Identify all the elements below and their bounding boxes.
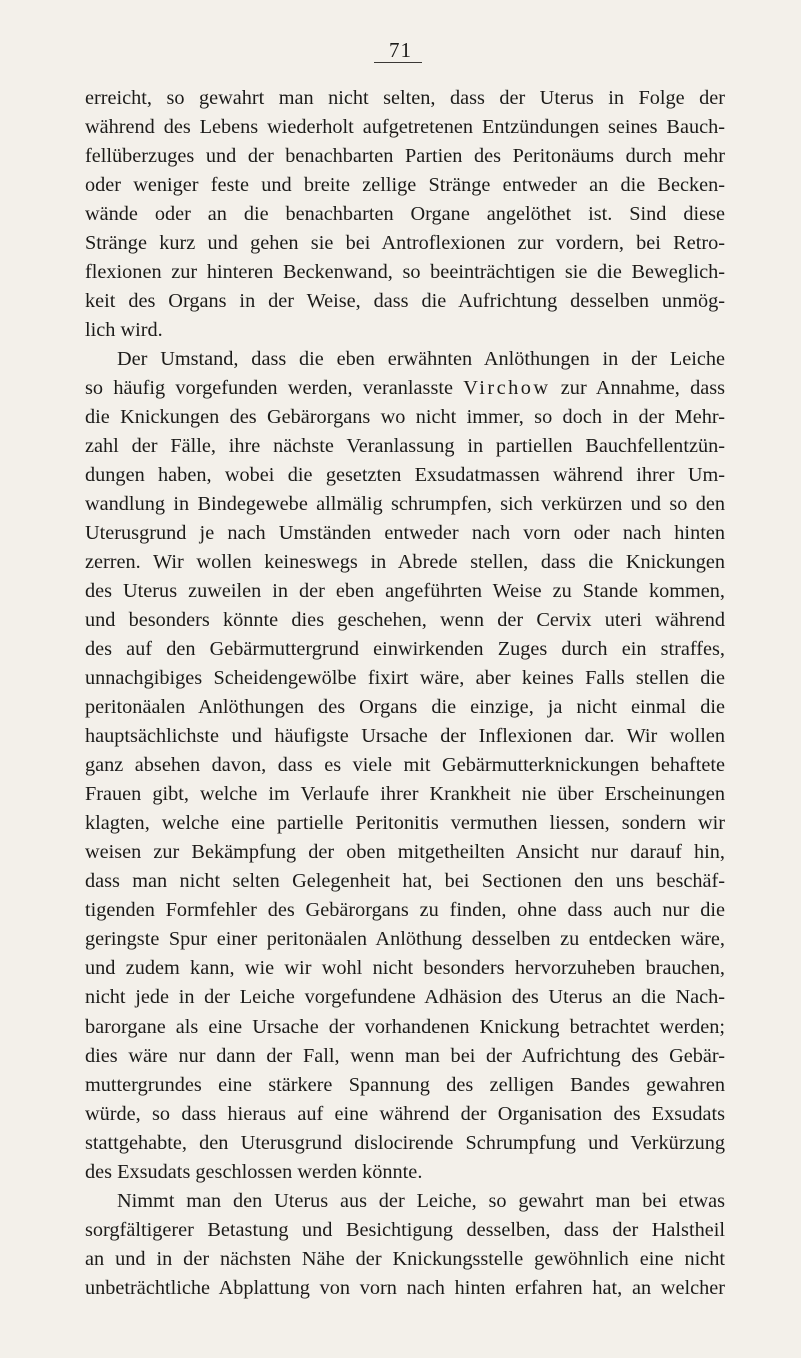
- body-text: [85, 84, 725, 1303]
- text-line: Frauen gibt, welche im Verlaufe ihrer Krankheit nie über Erscheinungen: [85, 783, 725, 806]
- text-line: Der Umstand, dass die eben erwähnten Anlöthungen in der Leiche: [117, 348, 725, 371]
- text-line: unnachgibiges Scheidengewölbe fixirt wäre, aber keines Falls stellen die: [85, 667, 725, 690]
- text-line: und zudem kann, wie wir wohl nicht besonders hervorzuheben brauchen,: [85, 957, 725, 980]
- text-fragment: zur Annahme, dass: [550, 377, 725, 400]
- text-line: ganz absehen davon, dass es viele mit Gebärmutterknickungen behaftete: [85, 754, 725, 777]
- text-line: und besonders könnte dies geschehen, wenn der Cervix uteri während: [85, 609, 725, 632]
- text-line: weisen zur Bekämpfung der oben mitgetheilten Ansicht nur darauf hin,: [85, 841, 725, 864]
- text-line: erreicht, so gewahrt man nicht selten, dass der Uterus in Folge der: [85, 87, 725, 109]
- text-line: oder weniger feste und breite zellige Stränge entweder an die Becken-: [85, 174, 725, 197]
- text-line: Stränge kurz und gehen sie bei Antroflexionen zur vordern, bei Retro-: [85, 232, 725, 255]
- text-line: dass man nicht selten Gelegenheit hat, bei Sectionen den uns beschäf-: [85, 870, 725, 893]
- text-line: des auf den Gebärmuttergrund einwirkenden Zuges durch ein straffes,: [85, 638, 725, 661]
- text-line: zerren. Wir wollen keineswegs in Abrede stellen, dass die Knickungen: [85, 551, 725, 574]
- text-line: fellüberzuges und der benachbarten Partien des Peritonäums durch mehr: [85, 145, 725, 168]
- text-line: zahl der Fälle, ihre nächste Veranlassung in partiellen Bauchfellentzün-: [85, 435, 725, 458]
- text-line: würde, so dass hieraus auf eine während der Organisation des Exsudats: [85, 1102, 725, 1125]
- text-line: die Knickungen des Gebärorgans wo nicht immer, so doch in der Mehr-: [85, 406, 725, 429]
- text-line: Uterusgrund je nach Umständen entweder nach vorn oder nach hinten: [85, 522, 725, 545]
- text-fragment: so häufig vorgefunden werden, veranlasste: [85, 377, 464, 400]
- page-number: 71: [389, 38, 412, 62]
- text-line-virchow: [85, 374, 725, 403]
- text-line: des Uterus zuweilen in der eben angeführten Weise zu Stande kommen,: [85, 580, 725, 603]
- text-line: flexionen zur hinteren Beckenwand, so beeinträchtigen sie die Beweglich-: [85, 261, 725, 284]
- text-line: barorgane als eine Ursache der vorhandenen Knickung betrachtet werden;: [85, 1015, 725, 1038]
- text-line: dies wäre nur dann der Fall, wenn man bei der Aufrichtung des Gebär-: [85, 1044, 725, 1067]
- page-number-rule: [374, 62, 422, 63]
- text-line: während des Lebens wiederholt aufgetretenen Entzündungen seines Bauch-: [85, 116, 725, 139]
- text-line: muttergrundes eine stärkere Spannung des zelligen Bandes gewahren: [85, 1073, 725, 1096]
- text-line: nicht jede in der Leiche vorgefundene Adhäsion des Uterus an die Nach-: [85, 986, 725, 1009]
- text-line: wandlung in Bindegewebe allmälig schrumpfen, sich verkürzen und so den: [85, 493, 725, 516]
- text-line: lich wird.: [85, 319, 163, 342]
- text-line: Nimmt man den Uterus aus der Leiche, so gewahrt man bei etwas: [117, 1189, 725, 1212]
- text-line: tigenden Formfehler des Gebärorgans zu finden, ohne dass auch nur die: [85, 899, 725, 922]
- text-line: stattgehabte, den Uterusgrund dislocirende Schrumpfung und Verkürzung: [85, 1131, 725, 1154]
- text-line: hauptsächlichste und häufigste Ursache der Inflexionen dar. Wir wollen: [85, 725, 725, 748]
- text-line: geringste Spur einer peritonäalen Anlöthung desselben zu entdecken wäre,: [85, 928, 725, 951]
- text-line: an und in der nächsten Nähe der Knickungsstelle gewöhnlich eine nicht: [85, 1247, 725, 1270]
- text-line: peritonäalen Anlöthungen des Organs die einzige, ja nicht einmal die: [85, 696, 725, 719]
- text-line: klagten, welche eine partielle Peritonitis vermuthen liessen, sondern wir: [85, 812, 725, 835]
- text-line: des Exsudats geschlossen werden könnte.: [85, 1160, 423, 1183]
- text-line: wände oder an die benachbarten Organe angelöthet ist. Sind diese: [85, 203, 725, 226]
- text-line: unbeträchtliche Abplattung von vorn nach hinten erfahren hat, an welcher: [85, 1276, 725, 1299]
- author-name-virchow: Virchow: [463, 377, 551, 400]
- text-line: dungen haben, wobei die gesetzten Exsudatmassen während ihrer Um-: [85, 464, 725, 487]
- text-line: keit des Organs in der Weise, dass die Aufrichtung desselben unmög-: [85, 290, 725, 313]
- text-line: sorgfältigerer Betastung und Besichtigung desselben, dass der Halstheil: [85, 1218, 725, 1241]
